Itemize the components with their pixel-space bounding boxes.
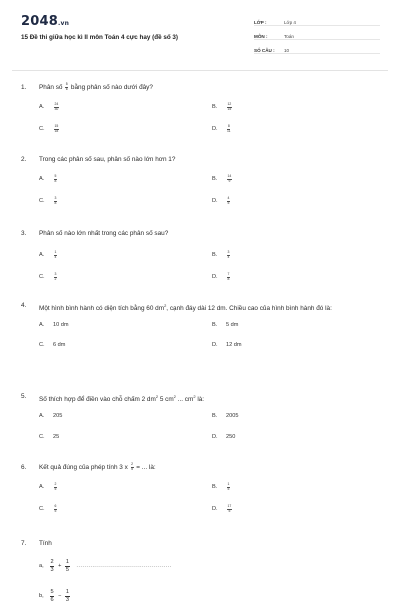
superscript: 2 <box>193 394 195 399</box>
fraction <box>54 125 59 133</box>
meta-key: LỚP : <box>254 20 284 25</box>
question-7 <box>21 538 380 599</box>
option-letter: A. <box>39 104 53 110</box>
superscript: 2 <box>174 394 176 399</box>
operator: + <box>58 563 61 569</box>
numerator: 15 <box>54 125 59 130</box>
numerator: 3 <box>54 273 57 278</box>
option-letter: C. <box>39 506 53 512</box>
option-c[interactable] <box>39 125 60 133</box>
question-3 <box>21 228 380 285</box>
option-d[interactable] <box>212 505 233 513</box>
calculation-parts <box>21 549 380 599</box>
numerator: 5 <box>50 589 54 597</box>
fraction <box>50 559 54 573</box>
meta-value: Lớp 4 <box>284 20 296 25</box>
option-d[interactable] <box>212 125 232 133</box>
document-title: 15 Đề thi giữa học kì II môn Toán 4 cực hay (đề số 3) <box>21 34 178 41</box>
option-letter: B. <box>212 176 226 182</box>
numerator: 12 <box>227 103 232 108</box>
numerator: 4 <box>227 197 230 202</box>
option-letter: A. <box>39 176 53 182</box>
denominator: 5 <box>131 468 133 472</box>
option-a[interactable] <box>39 251 58 259</box>
question-6 <box>21 462 380 519</box>
denominator: 8 <box>55 180 57 184</box>
denominator: 8 <box>228 278 230 282</box>
numerator: 14 <box>227 175 232 180</box>
option-b[interactable] <box>212 251 231 259</box>
option-value: 12 dm <box>226 342 242 348</box>
option-value: 5 dm <box>226 322 238 328</box>
question-number: 3. <box>21 228 39 239</box>
question-text <box>39 462 380 473</box>
option-letter: A. <box>39 413 53 419</box>
denominator: 5 <box>228 202 230 206</box>
option-d[interactable] <box>212 342 242 348</box>
fraction <box>227 197 230 205</box>
option-d[interactable] <box>212 434 235 440</box>
fraction <box>227 125 231 133</box>
meta-value: 10 <box>284 48 289 53</box>
denominator: 18 <box>55 130 59 134</box>
question-5 <box>21 391 380 451</box>
fraction <box>227 273 230 281</box>
option-value: 250 <box>226 434 235 440</box>
numerator: 1 <box>54 251 57 256</box>
denominator: 5 <box>228 488 230 492</box>
option-value: 25 <box>53 434 59 440</box>
question-number: 1. <box>21 82 39 93</box>
question-text-part: Một hình bình hành có diện tích bằng 60 dm <box>39 305 164 312</box>
denominator: 11 <box>227 130 231 134</box>
option-letter: D. <box>212 198 226 204</box>
fraction <box>54 251 57 259</box>
option-d[interactable] <box>212 273 231 281</box>
question-text-part: Kết quả đúng của phép tính 3 x <box>39 462 128 473</box>
part-b <box>39 589 71 603</box>
option-value: 205 <box>53 413 62 419</box>
question-4 <box>21 300 380 360</box>
question-text-part: là: <box>196 396 205 403</box>
denominator: 3 <box>51 567 54 574</box>
denominator: 6 <box>51 597 54 603</box>
option-value: 10 dm <box>53 322 69 328</box>
denominator: 8 <box>55 202 57 206</box>
fraction <box>131 463 134 471</box>
numerator: 24 <box>54 103 59 108</box>
answer-options <box>21 405 380 451</box>
option-letter: D. <box>212 126 226 132</box>
fraction <box>65 559 69 573</box>
question-number: 2. <box>21 154 39 165</box>
numerator: 6 <box>54 505 57 510</box>
numerator: 7 <box>227 273 230 278</box>
fraction <box>54 483 57 491</box>
fraction <box>227 483 230 491</box>
option-letter: B. <box>212 413 226 419</box>
fraction <box>50 589 54 603</box>
operator: − <box>58 593 61 599</box>
superscript: 2 <box>164 303 166 308</box>
denominator: 5 <box>66 567 69 574</box>
option-a[interactable] <box>39 413 62 419</box>
answer-options <box>21 165 380 211</box>
denominator: 30 <box>55 108 59 112</box>
option-a[interactable] <box>39 322 69 328</box>
denominator: 5 <box>55 488 57 492</box>
option-b[interactable] <box>212 103 233 111</box>
part-a <box>39 559 172 573</box>
option-letter: A. <box>39 252 53 258</box>
question-number: 4. <box>21 300 39 314</box>
question-text-part: 5 cm <box>158 396 174 403</box>
answer-options <box>21 314 380 360</box>
numerator: 5 <box>54 175 57 180</box>
answer-options <box>21 473 380 519</box>
question-text-part: , cạnh đáy dài 12 dm. Chiều cao của hình bình hành đó là: <box>166 305 332 312</box>
option-letter: D. <box>212 506 226 512</box>
fraction <box>227 175 232 183</box>
option-c[interactable] <box>39 197 58 205</box>
question-number: 7. <box>21 538 39 549</box>
part-label: a, <box>39 563 49 569</box>
option-b[interactable] <box>212 413 238 419</box>
question-text-part: bằng phân số nào dưới đây? <box>71 82 153 93</box>
fraction <box>54 103 59 111</box>
numerator: 5 <box>65 83 68 88</box>
option-letter: D. <box>212 342 226 348</box>
document-header <box>0 0 400 62</box>
numerator: 1 <box>65 559 69 567</box>
option-letter: C. <box>39 126 53 132</box>
answer-options <box>21 93 380 139</box>
numerator: 3 <box>54 197 57 202</box>
logo-text: 2048 <box>21 14 58 29</box>
question-text <box>39 300 380 314</box>
fraction <box>54 273 57 281</box>
question-number: 5. <box>21 391 39 405</box>
option-letter: C. <box>39 434 53 440</box>
fraction <box>227 251 230 259</box>
numerator: 3 <box>227 251 230 256</box>
option-b[interactable] <box>212 322 238 328</box>
option-letter: D. <box>212 274 226 280</box>
answer-options <box>21 239 380 285</box>
option-letter: B. <box>212 484 226 490</box>
answer-blank[interactable]: ................................................ <box>77 563 172 569</box>
option-value: 2005 <box>226 413 238 419</box>
option-letter: B. <box>212 104 226 110</box>
denominator: 4 <box>228 256 230 260</box>
option-letter: C. <box>39 198 53 204</box>
option-c[interactable] <box>39 505 58 513</box>
numerator: 2 <box>131 463 134 468</box>
option-d[interactable] <box>212 197 231 205</box>
question-1 <box>21 82 380 139</box>
question-number: 6. <box>21 462 39 473</box>
question-text-part: Số thích hợp để điền vào chỗ chấm 2 dm <box>39 396 156 403</box>
header-divider <box>12 70 388 71</box>
option-b[interactable] <box>212 175 233 183</box>
question-2 <box>21 154 380 211</box>
question-text <box>39 391 380 405</box>
question-text <box>39 82 380 93</box>
option-letter: D. <box>212 434 226 440</box>
meta-row-count <box>254 42 380 54</box>
fraction <box>65 589 69 603</box>
denominator: 5 <box>228 510 230 514</box>
fraction <box>54 197 57 205</box>
site-logo[interactable] <box>21 14 69 29</box>
option-c[interactable] <box>39 434 59 440</box>
numerator: 2 <box>50 559 54 567</box>
denominator: 3 <box>66 597 69 603</box>
option-c[interactable] <box>39 342 65 348</box>
denominator: 15 <box>228 108 232 112</box>
meta-row-class <box>254 14 380 26</box>
question-text-part: ... cm <box>176 396 193 403</box>
denominator: 4 <box>55 256 57 260</box>
question-text: Phân số nào lớn nhất trong các phân số sau? <box>39 228 380 239</box>
question-text-part: = ... là: <box>136 462 155 473</box>
meta-row-subject <box>254 28 380 40</box>
denominator: 9 <box>228 180 230 184</box>
option-letter: C. <box>39 274 53 280</box>
option-c[interactable] <box>39 273 58 281</box>
option-letter: B. <box>212 252 226 258</box>
option-letter: A. <box>39 484 53 490</box>
numerator: 1 <box>65 589 69 597</box>
option-a[interactable] <box>39 175 58 183</box>
numerator: 17 <box>227 505 232 510</box>
numerator: 8 <box>227 125 230 130</box>
option-a[interactable] <box>39 483 58 491</box>
question-text: Tính <box>39 538 380 549</box>
meta-value: Toán <box>284 34 294 39</box>
fraction <box>65 83 68 91</box>
superscript: 2 <box>156 394 158 399</box>
option-letter: A. <box>39 322 53 328</box>
option-value: 6 dm <box>53 342 65 348</box>
meta-key: MÔN : <box>254 34 284 39</box>
denominator: 5 <box>55 510 57 514</box>
option-letter: C. <box>39 342 53 348</box>
option-letter: B. <box>212 322 226 328</box>
fraction <box>227 103 232 111</box>
question-text-part: Phân số <box>39 82 62 93</box>
document-meta <box>254 14 380 56</box>
part-label: b, <box>39 593 49 599</box>
numerator: 1 <box>227 483 230 488</box>
denominator: 2 <box>55 278 57 282</box>
option-b[interactable] <box>212 483 231 491</box>
question-text: Trong các phân số sau, phân số nào lớn hơn 1? <box>39 154 380 165</box>
fraction <box>54 175 57 183</box>
meta-key: SỐ CÂU : <box>254 48 284 53</box>
fraction <box>54 505 57 513</box>
option-a[interactable] <box>39 103 60 111</box>
denominator: 6 <box>66 88 68 92</box>
fraction <box>227 505 232 513</box>
logo-tld: .vn <box>58 20 69 27</box>
numerator: 2 <box>54 483 57 488</box>
